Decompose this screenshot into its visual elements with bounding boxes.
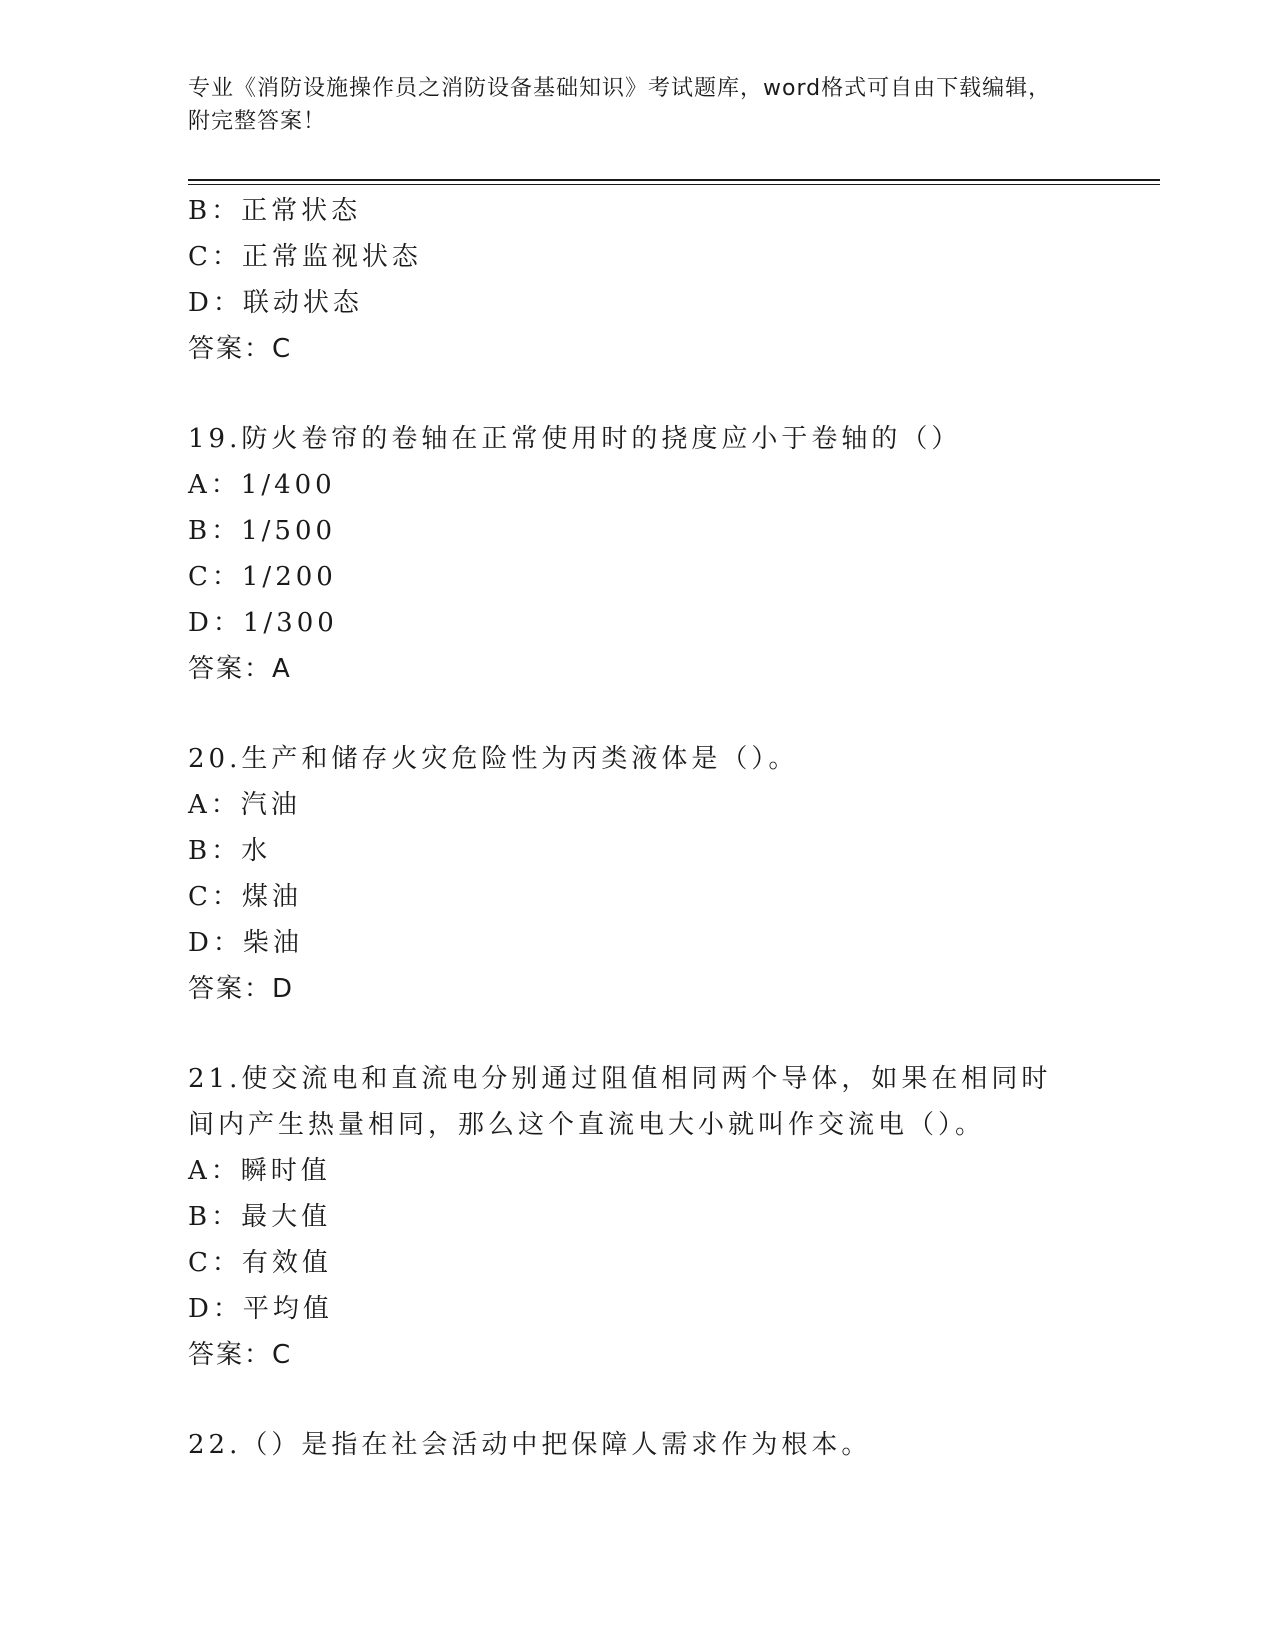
option-c: C：有效值 bbox=[188, 1248, 332, 1278]
question-content bbox=[188, 188, 1088, 1468]
header-divider bbox=[188, 179, 1160, 181]
spacer bbox=[188, 1378, 1088, 1422]
answer-line: 答案：A bbox=[188, 654, 292, 684]
option-c: C：正常监视状态 bbox=[188, 242, 422, 272]
answer-line: 答案：C bbox=[188, 1340, 293, 1370]
spacer bbox=[188, 1012, 1088, 1056]
option-b: B：1/500 bbox=[188, 516, 337, 546]
answer-line: 答案：D bbox=[188, 974, 295, 1004]
option-b: B：正常状态 bbox=[188, 196, 362, 226]
option-d: D：1/300 bbox=[188, 608, 338, 638]
answer-line: 答案：C bbox=[188, 334, 293, 364]
header-text: 专业《消防设施操作员之消防设备基础知识》考试题库，word格式可自由下载编辑，附完整答案！ bbox=[188, 76, 1052, 134]
spacer bbox=[188, 372, 1088, 416]
option-a: A：瞬时值 bbox=[188, 1156, 331, 1186]
option-d: D：联动状态 bbox=[188, 288, 363, 318]
question-stem-20: 20.生产和储存火灾危险性为丙类液体是（）。 bbox=[188, 744, 799, 774]
option-a: A：汽油 bbox=[188, 790, 301, 820]
option-b: B：最大值 bbox=[188, 1202, 332, 1232]
option-c: C：1/200 bbox=[188, 562, 337, 592]
option-c: C：煤油 bbox=[188, 882, 302, 912]
option-d: D：柴油 bbox=[188, 928, 303, 958]
question-stem-21: 21.使交流电和直流电分别通过阻值相同两个导体，如果在相同时间内产生热量相同，那么这个直流电大小就叫作交流电（）。 bbox=[188, 1064, 1052, 1140]
option-d: D：平均值 bbox=[188, 1294, 333, 1324]
question-stem-22: 22.（）是指在社会活动中把保障人需求作为根本。 bbox=[188, 1430, 872, 1460]
spacer bbox=[188, 692, 1088, 736]
header-divider-thin bbox=[188, 184, 1160, 185]
question-stem-19: 19.防火卷帘的卷轴在正常使用时的挠度应小于卷轴的（） bbox=[188, 424, 962, 454]
option-b: B：水 bbox=[188, 836, 272, 866]
option-a: A：1/400 bbox=[188, 470, 336, 500]
document-header bbox=[188, 72, 1068, 138]
